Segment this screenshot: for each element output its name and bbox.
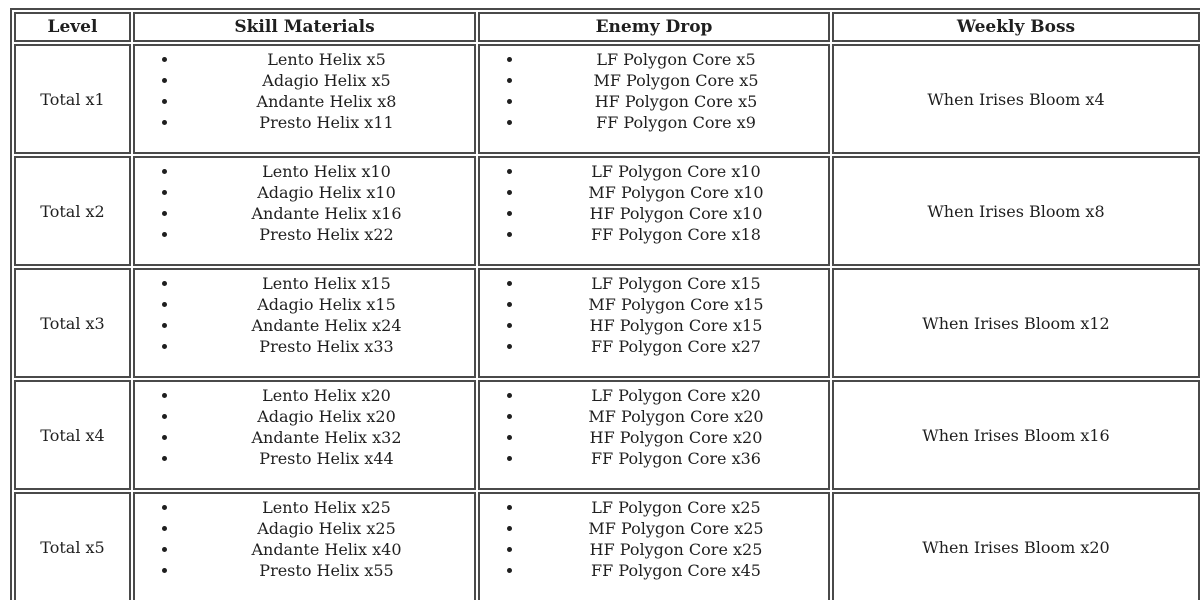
drop-item: • HF Polygon Core x20 (524, 427, 828, 448)
material-item: • Lento Helix x15 (179, 273, 474, 294)
drop-item: • FF Polygon Core x45 (524, 560, 828, 581)
enemy-drop-list (480, 273, 828, 357)
weekly-boss-cell: When Irises Bloom x16 (832, 380, 1200, 490)
drop-item: • LF Polygon Core x10 (524, 161, 828, 182)
table-row (14, 268, 1200, 378)
drop-item: • LF Polygon Core x5 (524, 49, 828, 70)
enemy-drop-cell (478, 492, 830, 600)
level-cell: Total x4 (14, 380, 131, 490)
material-item: • Presto Helix x33 (179, 336, 474, 357)
skill-materials-list (135, 385, 474, 469)
enemy-drop-cell (478, 156, 830, 266)
enemy-drop-list (480, 497, 828, 581)
weekly-boss-cell: When Irises Bloom x20 (832, 492, 1200, 600)
column-header-weekly-boss: Weekly Boss (832, 12, 1200, 42)
level-up-materials-table (10, 8, 1200, 600)
enemy-drop-cell (478, 268, 830, 378)
skill-materials-cell (133, 380, 476, 490)
drop-item: • MF Polygon Core x5 (524, 70, 828, 91)
drop-item: • LF Polygon Core x25 (524, 497, 828, 518)
table-row (14, 156, 1200, 266)
drop-item: • LF Polygon Core x20 (524, 385, 828, 406)
skill-materials-cell (133, 156, 476, 266)
drop-item: • HF Polygon Core x25 (524, 539, 828, 560)
material-item: • Presto Helix x44 (179, 448, 474, 469)
level-cell: Total x1 (14, 44, 131, 154)
skill-materials-cell (133, 44, 476, 154)
enemy-drop-list (480, 161, 828, 245)
skill-materials-list (135, 161, 474, 245)
drop-item: • MF Polygon Core x25 (524, 518, 828, 539)
material-item: • Lento Helix x10 (179, 161, 474, 182)
material-item: • Adagio Helix x25 (179, 518, 474, 539)
drop-item: • FF Polygon Core x9 (524, 112, 828, 133)
skill-materials-list (135, 49, 474, 133)
enemy-drop-list (480, 385, 828, 469)
table-row (14, 44, 1200, 154)
drop-item: • LF Polygon Core x15 (524, 273, 828, 294)
material-item: • Andante Helix x24 (179, 315, 474, 336)
skill-materials-cell (133, 492, 476, 600)
drop-item: • HF Polygon Core x10 (524, 203, 828, 224)
material-item: • Lento Helix x20 (179, 385, 474, 406)
material-item: • Adagio Helix x15 (179, 294, 474, 315)
weekly-boss-cell: When Irises Bloom x8 (832, 156, 1200, 266)
level-cell: Total x3 (14, 268, 131, 378)
drop-item: • FF Polygon Core x27 (524, 336, 828, 357)
weekly-boss-cell: When Irises Bloom x4 (832, 44, 1200, 154)
material-item: • Adagio Helix x10 (179, 182, 474, 203)
column-header-enemy-drop: Enemy Drop (478, 12, 830, 42)
material-item: • Presto Helix x11 (179, 112, 474, 133)
material-item: • Presto Helix x22 (179, 224, 474, 245)
drop-item: • HF Polygon Core x5 (524, 91, 828, 112)
enemy-drop-cell (478, 44, 830, 154)
material-item: • Lento Helix x5 (179, 49, 474, 70)
level-cell: Total x2 (14, 156, 131, 266)
drop-item: • MF Polygon Core x20 (524, 406, 828, 427)
table-row (14, 380, 1200, 490)
level-cell: Total x5 (14, 492, 131, 600)
material-item: • Andante Helix x40 (179, 539, 474, 560)
skill-materials-list (135, 273, 474, 357)
table-row (14, 492, 1200, 600)
material-item: • Andante Helix x8 (179, 91, 474, 112)
column-header-level: Level (14, 12, 131, 42)
drop-item: • HF Polygon Core x15 (524, 315, 828, 336)
skill-materials-cell (133, 268, 476, 378)
drop-item: • FF Polygon Core x36 (524, 448, 828, 469)
material-item: • Adagio Helix x20 (179, 406, 474, 427)
material-item: • Andante Helix x32 (179, 427, 474, 448)
enemy-drop-list (480, 49, 828, 133)
column-header-skill-materials: Skill Materials (133, 12, 476, 42)
material-item: • Presto Helix x55 (179, 560, 474, 581)
material-item: • Adagio Helix x5 (179, 70, 474, 91)
drop-item: • FF Polygon Core x18 (524, 224, 828, 245)
table-header-row (14, 12, 1200, 42)
drop-item: • MF Polygon Core x15 (524, 294, 828, 315)
material-item: • Lento Helix x25 (179, 497, 474, 518)
material-item: • Andante Helix x16 (179, 203, 474, 224)
skill-materials-list (135, 497, 474, 581)
weekly-boss-cell: When Irises Bloom x12 (832, 268, 1200, 378)
enemy-drop-cell (478, 380, 830, 490)
drop-item: • MF Polygon Core x10 (524, 182, 828, 203)
